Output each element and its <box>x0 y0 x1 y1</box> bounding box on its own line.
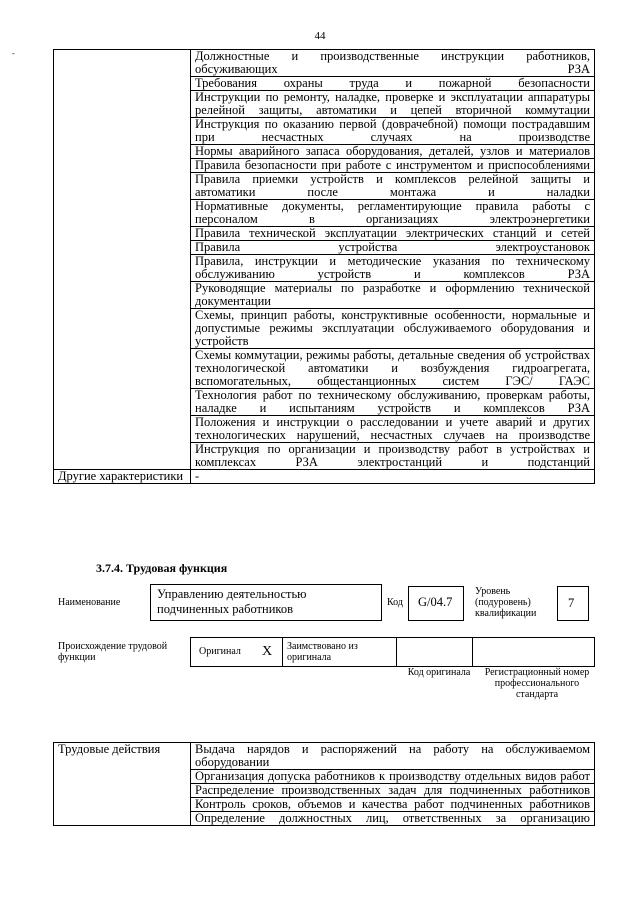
requirement-item: Правила, инструкции и методические указания по техническому обслуживанию устройств и комплексов РЗА <box>191 255 595 282</box>
requirement-item: Нормативные документы, регламентирующие правила работы с персоналом в организациях электроэнергетики <box>191 200 595 227</box>
code-label: Код <box>387 597 403 608</box>
requirement-item: Требования охраны труда и пожарной безопасности <box>191 77 595 91</box>
name-value: Управлению деятельностью подчиненных работников <box>157 587 307 616</box>
name-box <box>150 584 382 621</box>
requirement-item: Инструкция по оказанию первой (доврачебной) помощи пострадавшим при несчастных случаях на производстве <box>191 118 595 145</box>
requirement-item: Технология работ по техническому обслуживанию, проверкам работы, наладке и испытаниям устройств и комплексов РЗА <box>191 389 595 416</box>
page-number: 44 <box>314 30 326 42</box>
table-row <box>54 50 595 77</box>
section-heading: 3.7.4. Трудовая функция <box>96 561 228 575</box>
borrowed-cell <box>282 638 397 666</box>
labor-action-item: Контроль сроков, объемов и качества работ подчиненных работников <box>191 798 595 812</box>
level-value: 7 <box>568 596 575 610</box>
requirement-item: Должностные и производственные инструкции работников, обсуживающих РЗА <box>191 50 595 77</box>
label-cell-empty <box>54 50 191 470</box>
code-original-label: Код оригинала <box>407 667 471 678</box>
code-box <box>408 586 464 621</box>
table-row <box>54 470 595 484</box>
table-row <box>54 743 595 770</box>
requirement-item: Правила приемки устройств и комплексов релейной защиты и автоматики после монтажа и наладки <box>191 173 595 200</box>
code-value: G/04.7 <box>418 595 453 609</box>
level-box <box>557 586 589 621</box>
origin-label: Происхождение трудовой функции <box>58 641 168 663</box>
knowledge-table <box>53 49 595 484</box>
borrowed-label: Заимствовано из оригинала <box>287 641 358 663</box>
original-cell <box>190 638 283 666</box>
labor-action-item: Выдача нарядов и распоряжений на работу на обслуживаемом оборудовании <box>191 743 595 770</box>
requirement-item: Нормы аварийного запаса оборудования, деталей, узлов и материалов <box>191 145 595 159</box>
reg-number-cell <box>472 638 595 666</box>
labor-action-item: Определение должностных лиц, ответственных за организацию <box>191 812 595 826</box>
requirement-item: Схемы коммутации, режимы работы, детальные сведения об устройствах технологической автоматики и возбуждения гидроагрегата, вспомогательных, общестанционных систем ГЭС/ ГАЭС <box>191 349 595 389</box>
origin-box <box>190 637 595 667</box>
requirement-item: Схемы, принцип работы, конструктивные особенности, нормальные и допустимые режимы эксплуатации обслуживаемого оборудования и устройств <box>191 309 595 349</box>
requirement-item: Правила устройства электроустановок <box>191 241 595 255</box>
code-original-cell <box>396 638 473 666</box>
requirement-item: Инструкции по ремонту, наладке, проверке и эксплуатации аппаратуры релейной защиты, автоматики и цепей вторичной коммутации <box>191 91 595 118</box>
original-label: Оригинал <box>199 646 241 657</box>
requirement-item: Правила технической эксплуатации электрических станций и сетей <box>191 227 595 241</box>
labor-actions-label: Трудовые действия <box>54 743 191 826</box>
requirement-item: Руководящие материалы по разработке и оформлению технической документации <box>191 282 595 309</box>
requirement-item: Инструкция по организации и производству работ в устройствах и комплексах РЗА электростанций и подстанций <box>191 443 595 470</box>
labor-actions-table <box>53 742 595 826</box>
other-characteristics-value: - <box>191 470 595 484</box>
labor-action-item: Организация допуска работников к производству отдельных видов работ <box>191 770 595 784</box>
original-mark: X <box>262 644 273 659</box>
level-label: Уровень (подуровень) квалификации <box>475 586 537 619</box>
name-label: Наименование <box>58 597 121 608</box>
margin-mark: - <box>12 49 15 58</box>
labor-action-item: Распределение производственных задач для подчиненных работников <box>191 784 595 798</box>
requirement-item: Правила безопасности при работе с инструментом и приспособлениями <box>191 159 595 173</box>
other-characteristics-label: Другие характеристики <box>54 470 191 484</box>
reg-number-label: Регистрационный номер профессионального стандарта <box>484 667 590 700</box>
requirement-item: Положения и инструкции о расследовании и учете аварий и других технологических нарушений, несчастных случаев на производстве <box>191 416 595 443</box>
